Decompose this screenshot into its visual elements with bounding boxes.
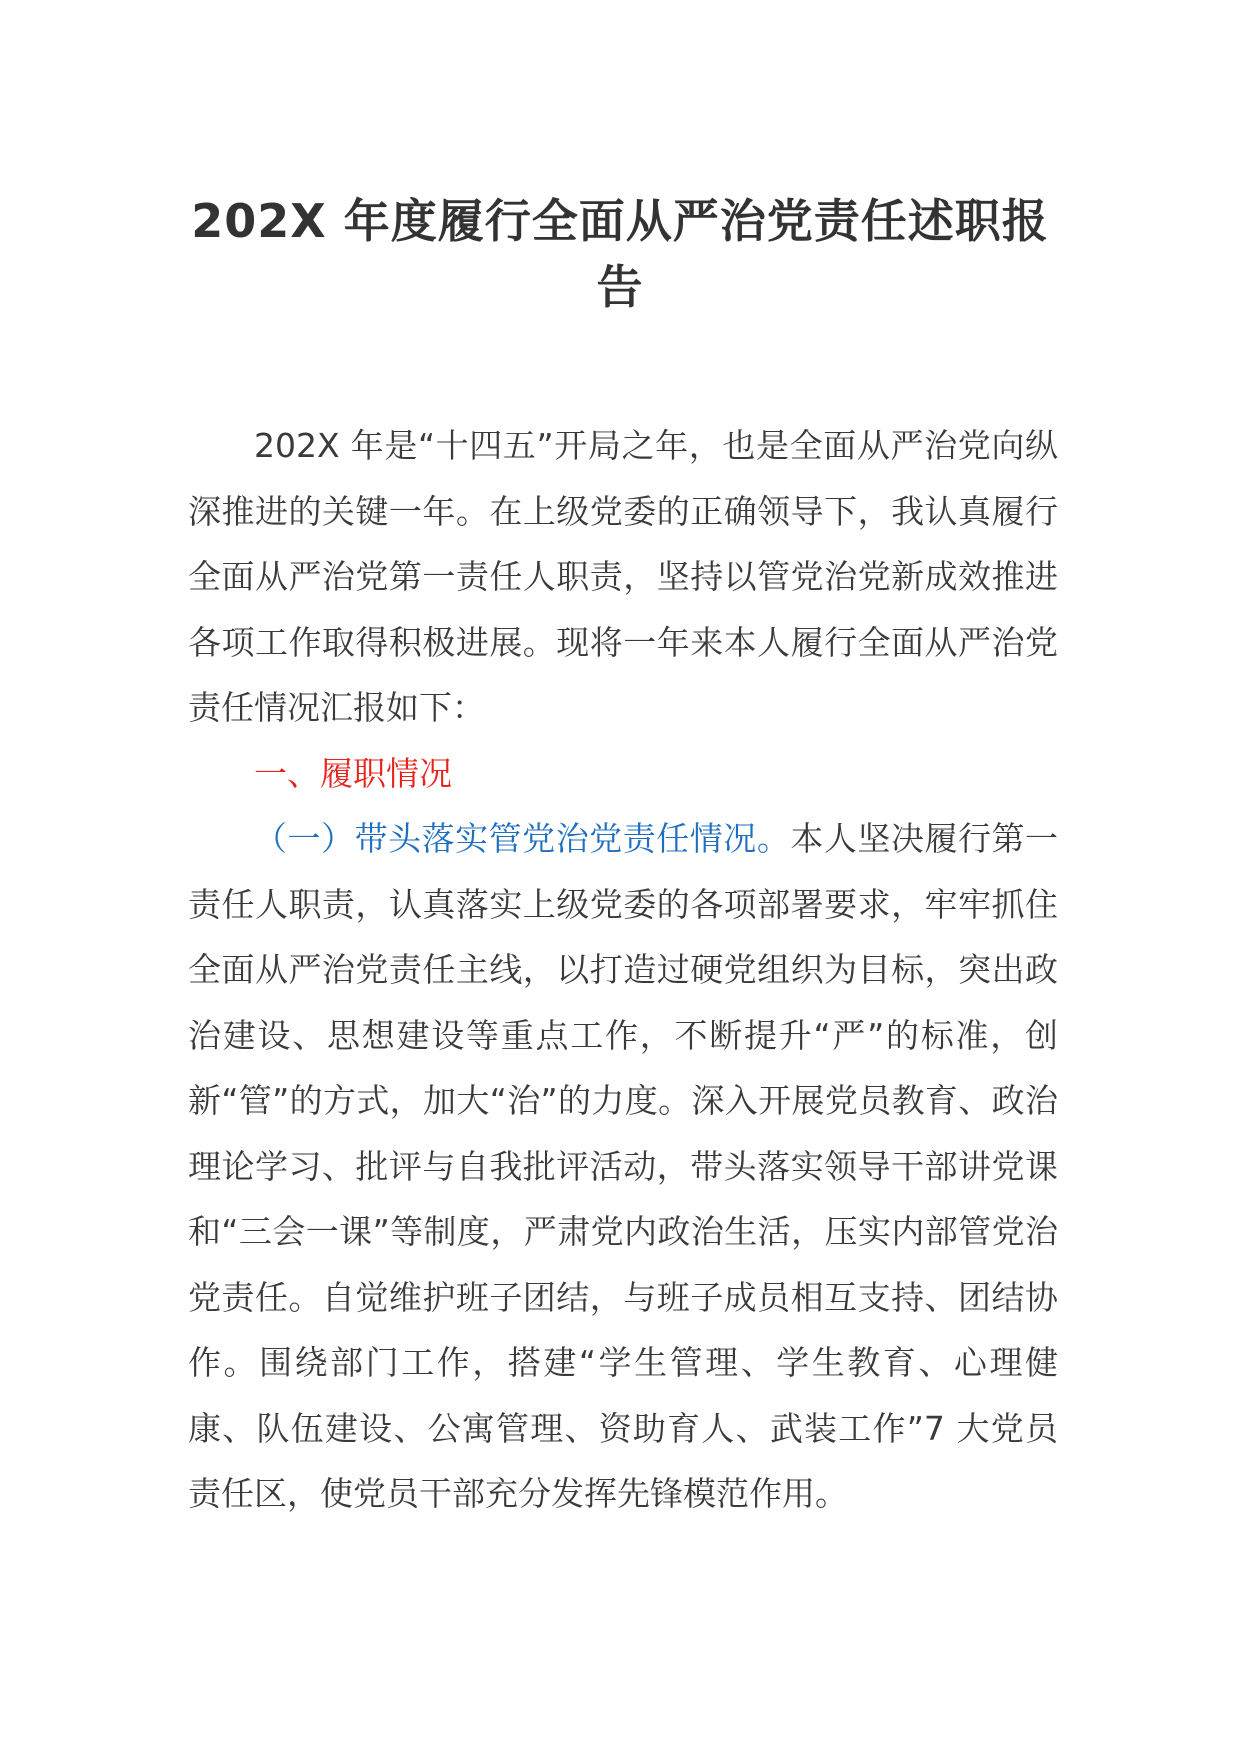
subsection-text: 本人坚决履行第一责任人职责，认真落实上级党委的各项部署要求，牢牢抓住全面从严治党责任主线，以打造过硬党组织为目标，突出政治建设、思想建设等重点工作，不断提升“严”的标准，创新“管”的方式，加大“治”的力度。深入开展党员教育、政治理论学习、批评与自我批评活动，带头落实领导干部讲党课和“三会一课”等制度，严肃党内政治生活，压实内部管党治党责任。自觉维护班子团结，与班子成员相互支持、团结协作。围绕部门工作，搭建“学生管理、学生教育、心理健康、队伍建设、公寓管理、资助育人、武装工作”7 大党员责任区，使党员干部充分发挥先锋模范作用。: [188, 819, 1059, 1513]
document-body: [188, 413, 1058, 1527]
document-title: 202X 年度履行全面从严治党责任述职报告: [191, 194, 1049, 314]
subsection-paragraph: [188, 806, 1058, 1527]
section-heading: 一、履职情况: [254, 753, 452, 793]
subsection-heading: （一）带头落实管党治党责任情况。: [254, 819, 791, 858]
intro-paragraph: 202X 年是“十四五”开局之年，也是全面从严治党向纵深推进的关键一年。在上级党委的正确领导下，我认真履行全面从严治党第一责任人职责，坚持以管党治党新成效推进各项工作取得积极进展。现将一年来本人履行全面从严治党责任情况汇报如下：: [188, 426, 1058, 727]
